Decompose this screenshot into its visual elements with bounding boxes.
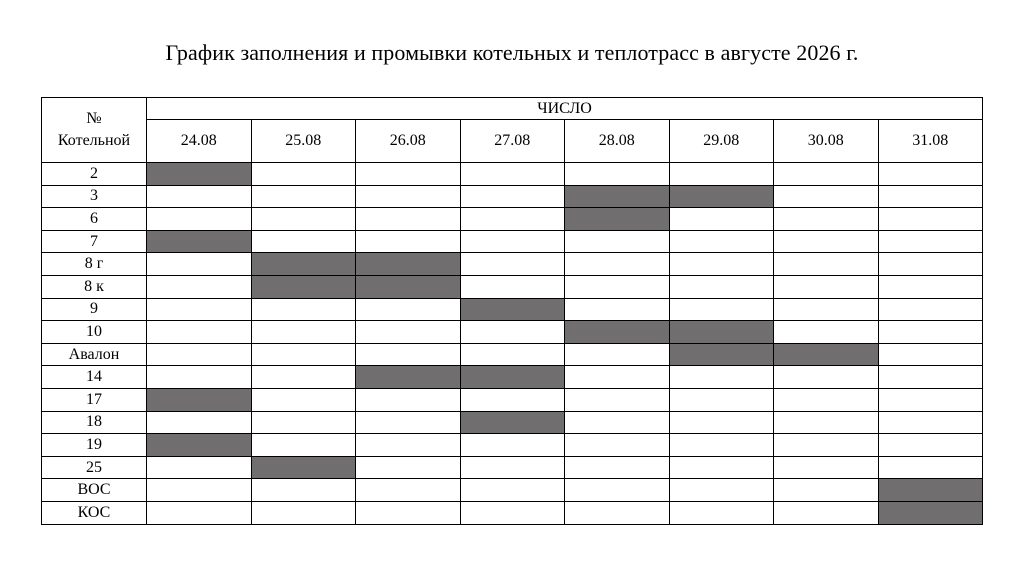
table-row [42,253,983,276]
empty-day-cell [460,253,565,276]
empty-day-cell [669,163,774,186]
empty-day-cell [669,501,774,524]
empty-day-cell [356,163,461,186]
empty-day-cell [774,298,879,321]
boiler-label-cell: 7 [42,230,147,253]
empty-day-cell [878,321,983,344]
empty-day-cell [878,411,983,434]
scheduled-day-cell [565,208,670,231]
empty-day-cell [147,366,252,389]
empty-day-cell [669,208,774,231]
empty-day-cell [878,456,983,479]
empty-day-cell [878,343,983,366]
date-header-cell: 24.08 [147,120,252,163]
empty-day-cell [774,434,879,457]
empty-day-cell [565,253,670,276]
boiler-label-cell: 8 г [42,253,147,276]
empty-day-cell [878,388,983,411]
empty-day-cell [251,230,356,253]
boiler-label-cell: Авалон [42,343,147,366]
empty-day-cell [460,343,565,366]
empty-day-cell [356,298,461,321]
empty-day-cell [251,434,356,457]
empty-day-cell [878,298,983,321]
date-header-cell: 29.08 [669,120,774,163]
scheduled-day-cell [251,456,356,479]
empty-day-cell [565,479,670,502]
scheduled-day-cell [356,253,461,276]
empty-day-cell [460,275,565,298]
empty-day-cell [878,253,983,276]
empty-day-cell [774,456,879,479]
empty-day-cell [251,501,356,524]
empty-day-cell [669,230,774,253]
empty-day-cell [565,411,670,434]
empty-day-cell [774,411,879,434]
scheduled-day-cell [878,501,983,524]
table-row [42,434,983,457]
date-header-cell: 30.08 [774,120,879,163]
empty-day-cell [669,456,774,479]
empty-day-cell [565,434,670,457]
table-row [42,163,983,186]
boiler-label-cell: 17 [42,388,147,411]
boiler-label-cell: 19 [42,434,147,457]
empty-day-cell [460,163,565,186]
empty-day-cell [460,185,565,208]
empty-day-cell [460,321,565,344]
empty-day-cell [251,388,356,411]
boiler-number-header [42,98,147,163]
boiler-label-cell: ВОС [42,479,147,502]
empty-day-cell [669,253,774,276]
empty-day-cell [356,388,461,411]
scheduled-day-cell [147,163,252,186]
empty-day-cell [774,230,879,253]
scheduled-day-cell [356,275,461,298]
empty-day-cell [878,275,983,298]
empty-day-cell [251,298,356,321]
boiler-label-cell: 10 [42,321,147,344]
empty-day-cell [251,411,356,434]
empty-day-cell [251,163,356,186]
empty-day-cell [669,388,774,411]
empty-day-cell [565,388,670,411]
empty-day-cell [356,321,461,344]
empty-day-cell [251,343,356,366]
empty-day-cell [774,501,879,524]
table-row [42,388,983,411]
empty-day-cell [565,275,670,298]
empty-day-cell [774,275,879,298]
empty-day-cell [147,456,252,479]
empty-day-cell [147,275,252,298]
empty-day-cell [147,321,252,344]
empty-day-cell [565,366,670,389]
empty-day-cell [147,253,252,276]
empty-day-cell [356,434,461,457]
boiler-label-cell: 9 [42,298,147,321]
date-header-cell: 26.08 [356,120,461,163]
empty-day-cell [878,434,983,457]
empty-day-cell [356,208,461,231]
empty-day-cell [878,366,983,389]
scheduled-day-cell [460,411,565,434]
empty-day-cell [669,411,774,434]
scheduled-day-cell [251,275,356,298]
empty-day-cell [356,411,461,434]
scheduled-day-cell [774,343,879,366]
scheduled-day-cell [460,366,565,389]
empty-day-cell [147,343,252,366]
empty-day-cell [565,343,670,366]
empty-day-cell [147,208,252,231]
empty-day-cell [251,366,356,389]
table-row [42,298,983,321]
empty-day-cell [565,501,670,524]
empty-day-cell [878,208,983,231]
empty-day-cell [356,343,461,366]
empty-day-cell [251,479,356,502]
empty-day-cell [147,501,252,524]
boiler-label-cell: 8 к [42,275,147,298]
schedule-body [42,163,983,525]
boiler-label-cell: 2 [42,163,147,186]
empty-day-cell [356,501,461,524]
empty-day-cell [460,388,565,411]
empty-day-cell [356,230,461,253]
boiler-label-cell: 18 [42,411,147,434]
number-sign-label: № [86,110,102,128]
date-header-cell: 28.08 [565,120,670,163]
empty-day-cell [356,479,461,502]
empty-day-cell [669,366,774,389]
boiler-label-cell: 3 [42,185,147,208]
empty-day-cell [774,388,879,411]
scheduled-day-cell [251,253,356,276]
empty-day-cell [356,185,461,208]
empty-day-cell [460,208,565,231]
boiler-label-cell: КОС [42,501,147,524]
scheduled-day-cell [147,230,252,253]
date-header-cell: 27.08 [460,120,565,163]
empty-day-cell [669,434,774,457]
table-row [42,501,983,524]
empty-day-cell [356,456,461,479]
empty-day-cell [460,434,565,457]
empty-day-cell [251,185,356,208]
empty-day-cell [774,479,879,502]
empty-day-cell [251,208,356,231]
empty-day-cell [251,321,356,344]
empty-day-cell [878,185,983,208]
table-row [42,366,983,389]
empty-day-cell [565,298,670,321]
empty-day-cell [878,163,983,186]
empty-day-cell [774,253,879,276]
empty-day-cell [565,230,670,253]
boiler-label-cell: 6 [42,208,147,231]
empty-day-cell [147,185,252,208]
table-row [42,456,983,479]
table-row [42,185,983,208]
empty-day-cell [774,163,879,186]
empty-day-cell [460,479,565,502]
table-row [42,411,983,434]
empty-day-cell [147,411,252,434]
empty-day-cell [774,366,879,389]
scheduled-day-cell [669,185,774,208]
empty-day-cell [460,501,565,524]
empty-day-cell [878,230,983,253]
scheduled-day-cell [669,321,774,344]
empty-day-cell [147,479,252,502]
table-row [42,275,983,298]
table-row [42,321,983,344]
page-title: График заполнения и промывки котельных и теплотрасс в августе 2026 г. [165,40,859,65]
scheduled-day-cell [565,185,670,208]
scheduled-day-cell [669,343,774,366]
date-header-cell: 31.08 [878,120,983,163]
table-row [42,230,983,253]
empty-day-cell [774,321,879,344]
scheduled-day-cell [878,479,983,502]
boiler-label-cell: 25 [42,456,147,479]
table-row [42,343,983,366]
empty-day-cell [565,456,670,479]
empty-day-cell [565,163,670,186]
empty-day-cell [460,456,565,479]
date-header-row [42,120,983,163]
empty-day-cell [669,298,774,321]
empty-day-cell [774,208,879,231]
scheduled-day-cell [460,298,565,321]
scheduled-day-cell [356,366,461,389]
scheduled-day-cell [147,434,252,457]
scheduled-day-cell [147,388,252,411]
empty-day-cell [669,479,774,502]
empty-day-cell [774,185,879,208]
date-group-header: ЧИСЛО [147,98,983,120]
schedule-table [41,97,983,525]
boiler-label: Котельной [57,132,131,149]
empty-day-cell [669,275,774,298]
empty-day-cell [147,298,252,321]
date-header-cell: 25.08 [251,120,356,163]
scheduled-day-cell [565,321,670,344]
boiler-label-cell: 14 [42,366,147,389]
empty-day-cell [460,230,565,253]
table-row [42,208,983,231]
table-row [42,479,983,502]
